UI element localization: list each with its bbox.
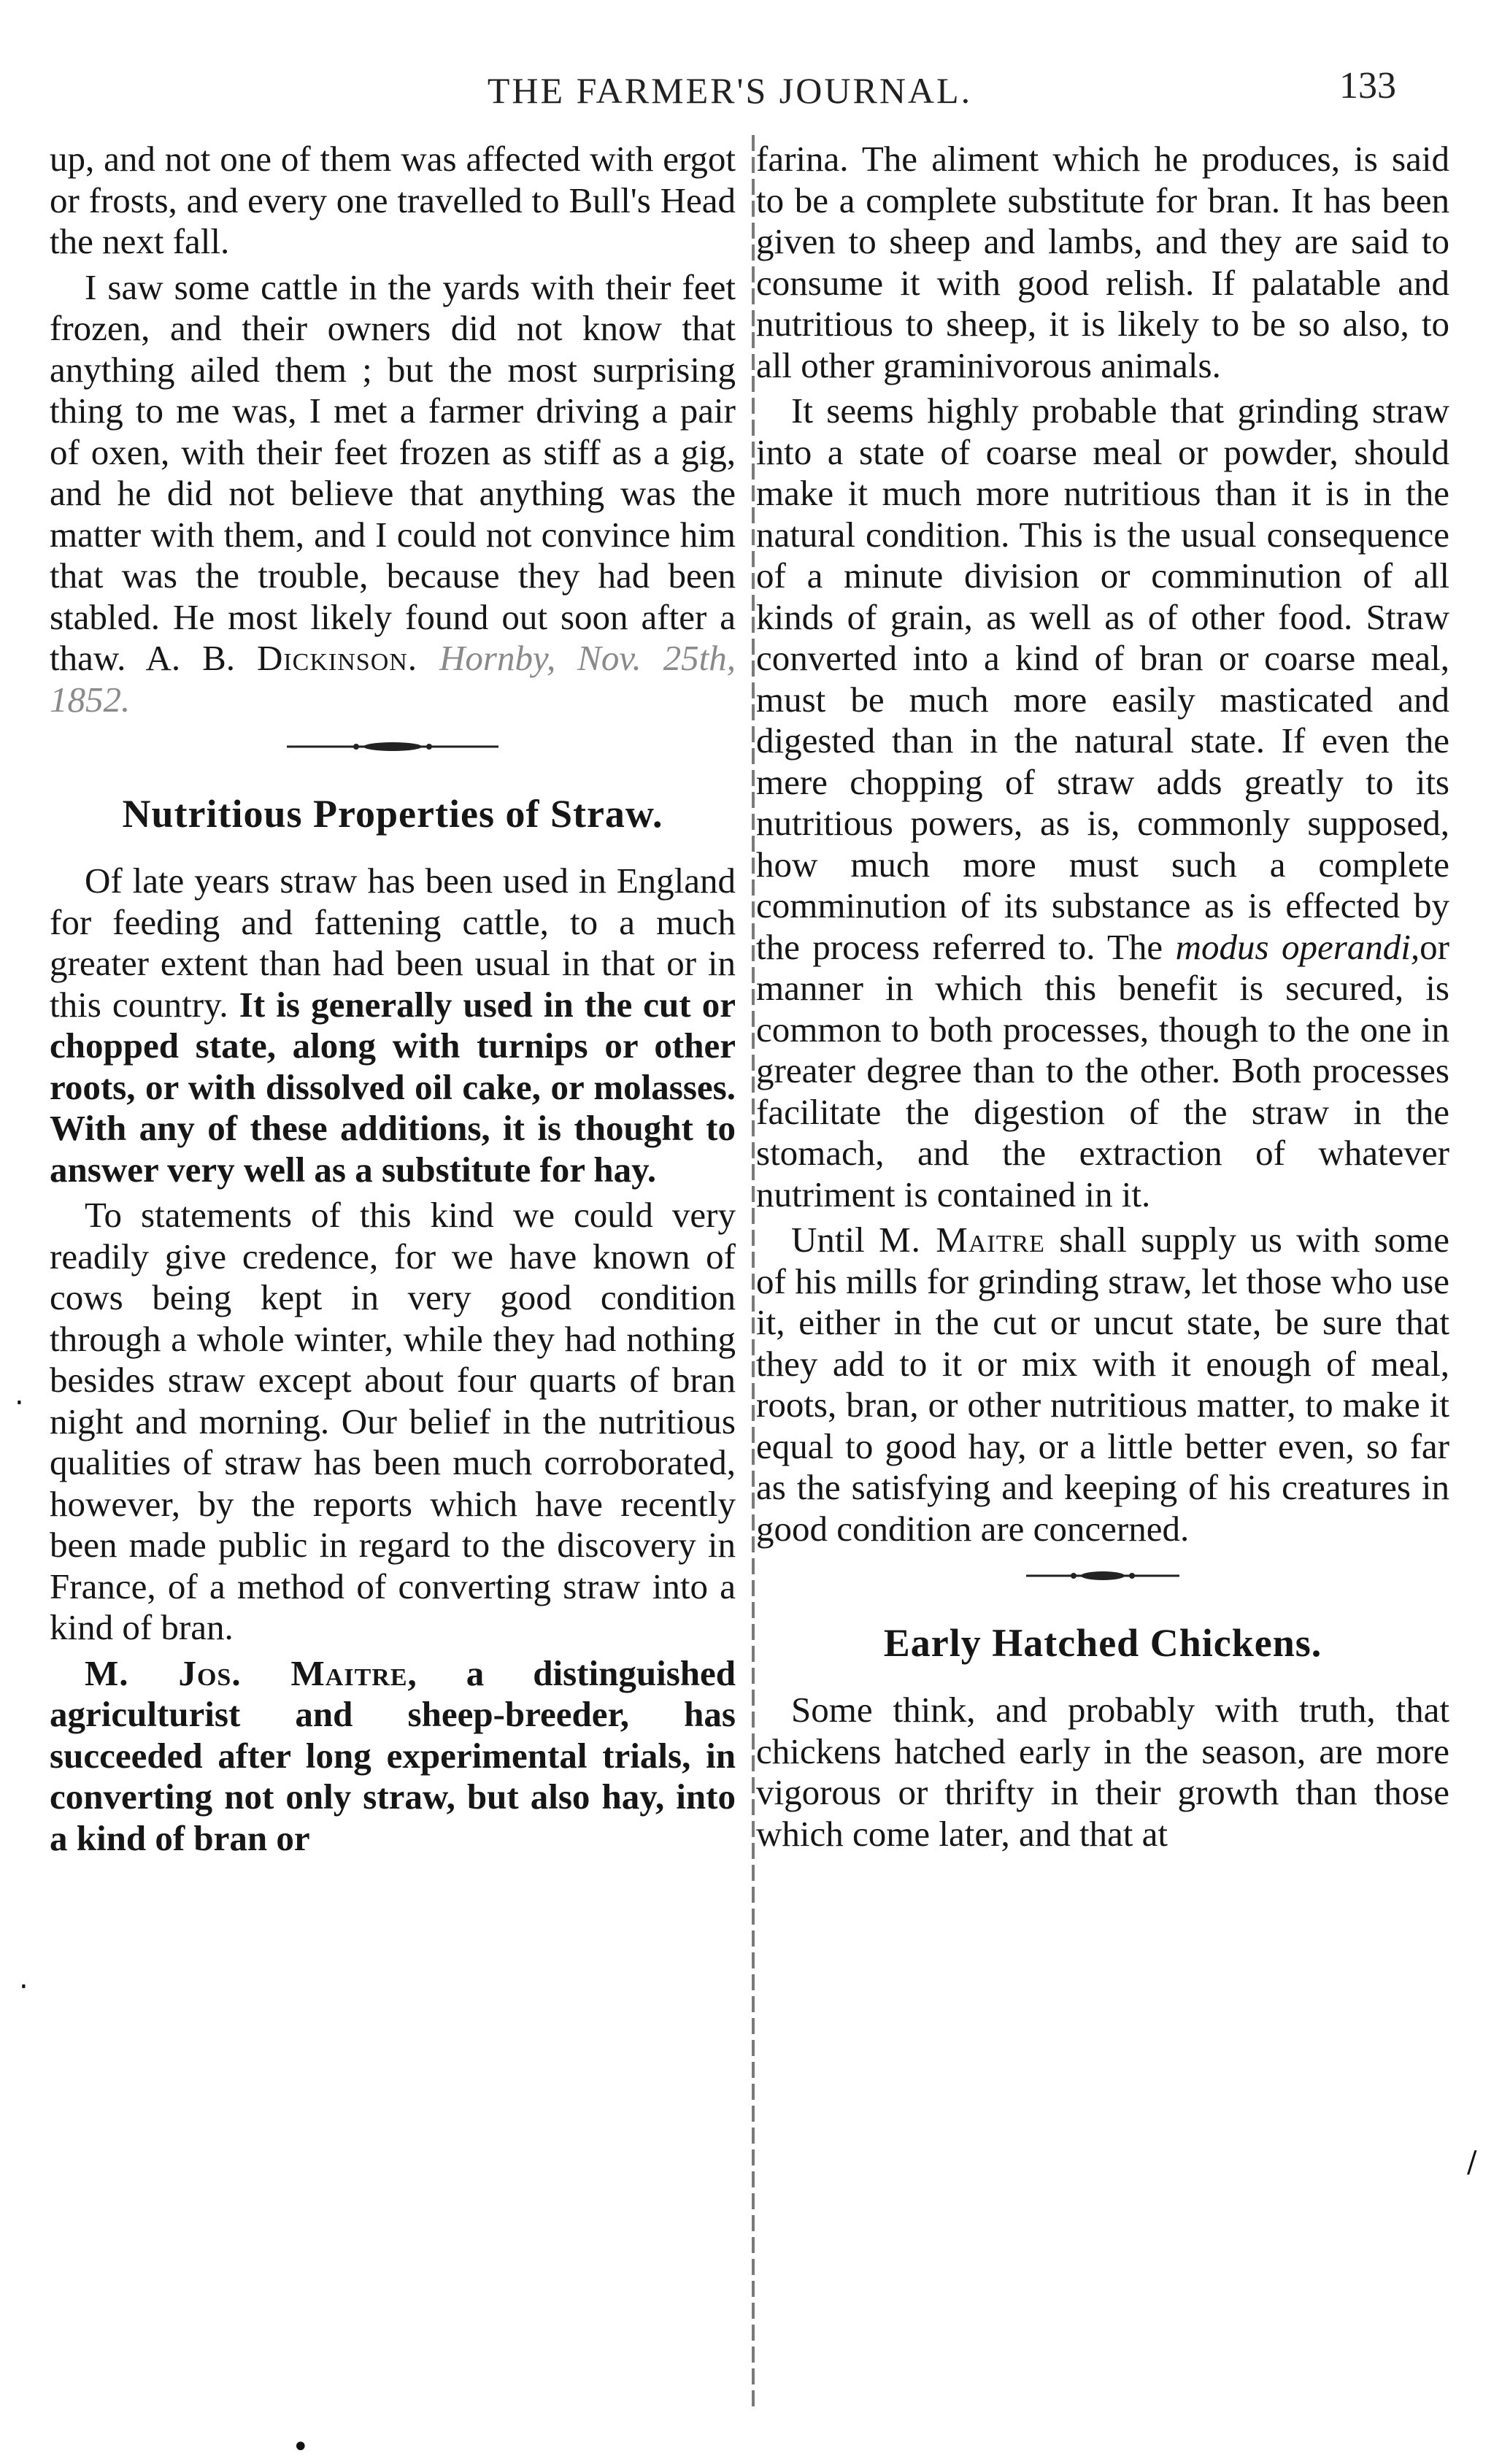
straw-paragraph-3 — [50, 1653, 736, 1860]
maitre-text: a distinguished agriculturist and sheep-breeder, has succeeded after long experimental trials, in converting not only straw, but also hay, into a kind of bran or — [50, 1652, 736, 1858]
straw-bold-text: It is generally used in the cut or chopped state, along with turnips or other roots, or with dissolved oil cake, or molasses. With any of these additions, it is thought to answer very well as a substitute for hay. — [50, 984, 736, 1190]
right-paragraph-maitre — [756, 1220, 1449, 1549]
signature-name: Dickinson. — [256, 638, 418, 678]
section-separator-ornament-right — [756, 1568, 1449, 1598]
margin-mark: ‧ — [19, 1971, 28, 2004]
grinding-text-continued: or manner in which this benefit is secured, is common to both processes, though to the one in greater degree than to the other. Both processes facilitate the digestion of the straw in the stomach, and the extraction of whatever nutriment is contained in it. — [756, 926, 1449, 1214]
chickens-paragraph: Some think, and probably with truth, that chickens hatched early in the season, are more vigorous or thrifty in their growth than those which come later, and that at — [756, 1690, 1449, 1854]
straw-intro-text: Of late years straw has been used in England for feeding and fattening cattle, to a much greater extent than had been usual in that or in this country. — [50, 861, 736, 1025]
margin-mark: / — [1467, 2146, 1477, 2179]
maitre-text-right: shall supply us with some of his mills for grinding straw, let those who use it, either in the cut or uncut state, be sure that they add to it or mix with it enough of meal, roots, bran, or other nutritious matter, to make it equal to good hay, or a little better even, so far as the satisfying and keeping of his creatures in good condition are concerned. — [756, 1220, 1450, 1549]
signature-place-date: Hornby, Nov. 25th, 1852. — [50, 638, 736, 720]
article-title-chickens: Early Hatched Chickens. — [883, 1621, 1322, 1665]
until-text: Until — [791, 1220, 865, 1260]
maitre-name: M. Jos. Maitre, — [85, 1652, 417, 1693]
page-number: 133 — [1339, 65, 1396, 107]
left-column — [50, 139, 736, 1863]
margin-mark: • — [292, 2430, 309, 2464]
margin-mark: ‧ — [15, 1387, 24, 1420]
section-separator-ornament — [50, 739, 736, 769]
right-paragraph-continued: farina. The aliment which he produces, is said to be a complete substitute for bran. It has been given to sheep and lambs, and they are said to consume it with good relish. If palatable and nutritious to sheep, it is likely to be so also, to all other graminivorous animals. — [756, 139, 1449, 385]
signature-initials: A. B. — [145, 638, 236, 678]
left-paragraph-continued: up, and not one of them was affected with ergot or frosts, and every one travelled to Bull's Head the next fall. — [50, 139, 736, 261]
right-column — [756, 139, 1449, 1859]
straw-paragraph-2: To statements of this kind we could very readily give credence, for we have known of cows being kept in very good condition through a whole winter, while they had nothing besides straw except about four quarts of bran night and morning. Our belief in the nutritious qualities of straw has been much corroborated, however, by the reports which have recently been made public in regard to the discovery in France, of a method of converting straw into a kind of bran. — [50, 1195, 736, 1647]
maitre-name-right: M. Maitre — [879, 1220, 1045, 1260]
article-title-straw: Nutritious Properties of Straw. — [122, 792, 663, 836]
straw-paragraph-1 — [50, 861, 736, 1190]
modus-operandi: modus operandi, — [1175, 926, 1420, 967]
left-paragraph-frozen-cattle — [50, 267, 736, 721]
right-paragraph-grinding — [756, 390, 1449, 1215]
column-divider — [752, 135, 755, 2412]
running-title: THE FARMER'S JOURNAL. — [487, 70, 973, 111]
frozen-cattle-text: I saw some cattle in the yards with their feet frozen, and their owners did not know that anything ailed them ; but the most surprising thing to me was, I met a farmer driving a pair of oxen, with their feet frozen as stiff as a gig, and he did not believe that anything was the matter with them, and I could not convince him that was the trouble, because they had been stabled. He most likely found out soon after a thaw. — [50, 266, 736, 678]
grinding-text: It seems highly probable that grinding straw into a state of coarse meal or powder, should make it much more nutritious than it is in the natural condition. This is the usual consequence of a minute division or comminution of all kinds of grain, as well as of other food. Straw converted into a kind of bran or coarse meal, must be much more easily masticated and digested than in the natural state. If even the mere chopping of straw adds greatly to its nutritious powers, as is, commonly supposed, how much more must such a complete comminution of its substance as is effected by the process referred to. The — [756, 390, 1449, 967]
